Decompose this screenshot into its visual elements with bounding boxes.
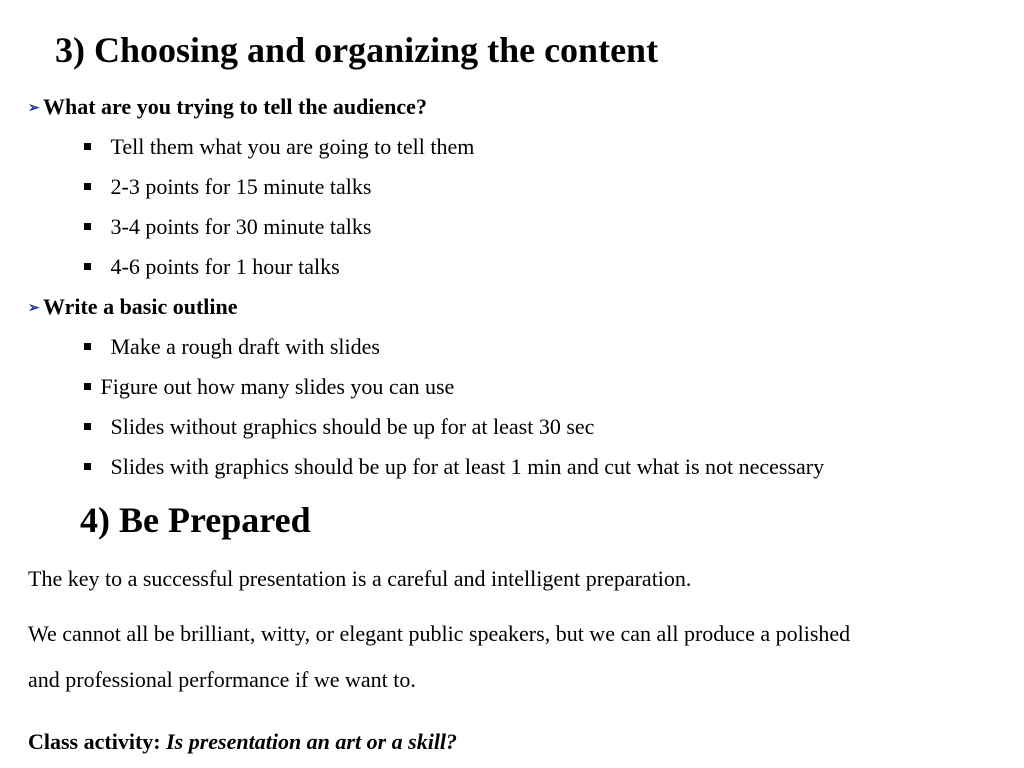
- class-activity-question: Is presentation an art or a skill?: [166, 729, 458, 754]
- class-activity: [28, 728, 457, 756]
- list-item: [84, 253, 340, 281]
- square-bullet-icon: [84, 183, 91, 190]
- point2-heading: Write a basic outline: [43, 294, 238, 319]
- arrow-bullet-icon: ➢: [28, 101, 40, 116]
- square-bullet-icon: [84, 343, 91, 350]
- list-item-text: 2-3 points for 15 minute talks: [110, 174, 372, 199]
- list-item: [84, 453, 824, 481]
- arrow-bullet-icon: ➢: [28, 301, 40, 316]
- square-bullet-icon: [84, 383, 91, 390]
- class-activity-label: Class activity:: [28, 729, 161, 754]
- list-item: [84, 173, 371, 201]
- list-item: [84, 213, 371, 241]
- point1-heading-row: [28, 93, 427, 123]
- square-bullet-icon: [84, 423, 91, 430]
- section4-title: 4) Be Prepared: [80, 500, 311, 540]
- list-item-text: Slides without graphics should be up for at least 30 sec: [110, 414, 595, 439]
- paragraph-2-line-2: and professional performance if we want to.: [28, 667, 416, 692]
- list-item-text: Make a rough draft with slides: [110, 334, 380, 359]
- square-bullet-icon: [84, 143, 91, 150]
- point1-heading: What are you trying to tell the audience?: [43, 94, 427, 119]
- square-bullet-icon: [84, 263, 91, 270]
- list-item-text: Figure out how many slides you can use: [100, 374, 455, 399]
- list-item-text: 4-6 points for 1 hour talks: [110, 254, 340, 279]
- list-item-text: 3-4 points for 30 minute talks: [110, 214, 372, 239]
- list-item-text: Slides with graphics should be up for at least 1 min and cut what is not necessary: [110, 454, 825, 479]
- list-item: [84, 373, 454, 401]
- square-bullet-icon: [84, 463, 91, 470]
- section3-title: 3) Choosing and organizing the content: [55, 30, 659, 70]
- list-item: [84, 413, 594, 441]
- square-bullet-icon: [84, 223, 91, 230]
- list-item: [84, 333, 380, 361]
- list-item-text: Tell them what you are going to tell them: [110, 134, 475, 159]
- list-item: [84, 133, 474, 161]
- paragraph-1: The key to a successful presentation is a careful and intelligent preparation.: [28, 566, 692, 591]
- point2-heading-row: [28, 293, 238, 323]
- paragraph-2-line-1: We cannot all be brilliant, witty, or elegant public speakers, but we can all produce a polished: [28, 621, 851, 646]
